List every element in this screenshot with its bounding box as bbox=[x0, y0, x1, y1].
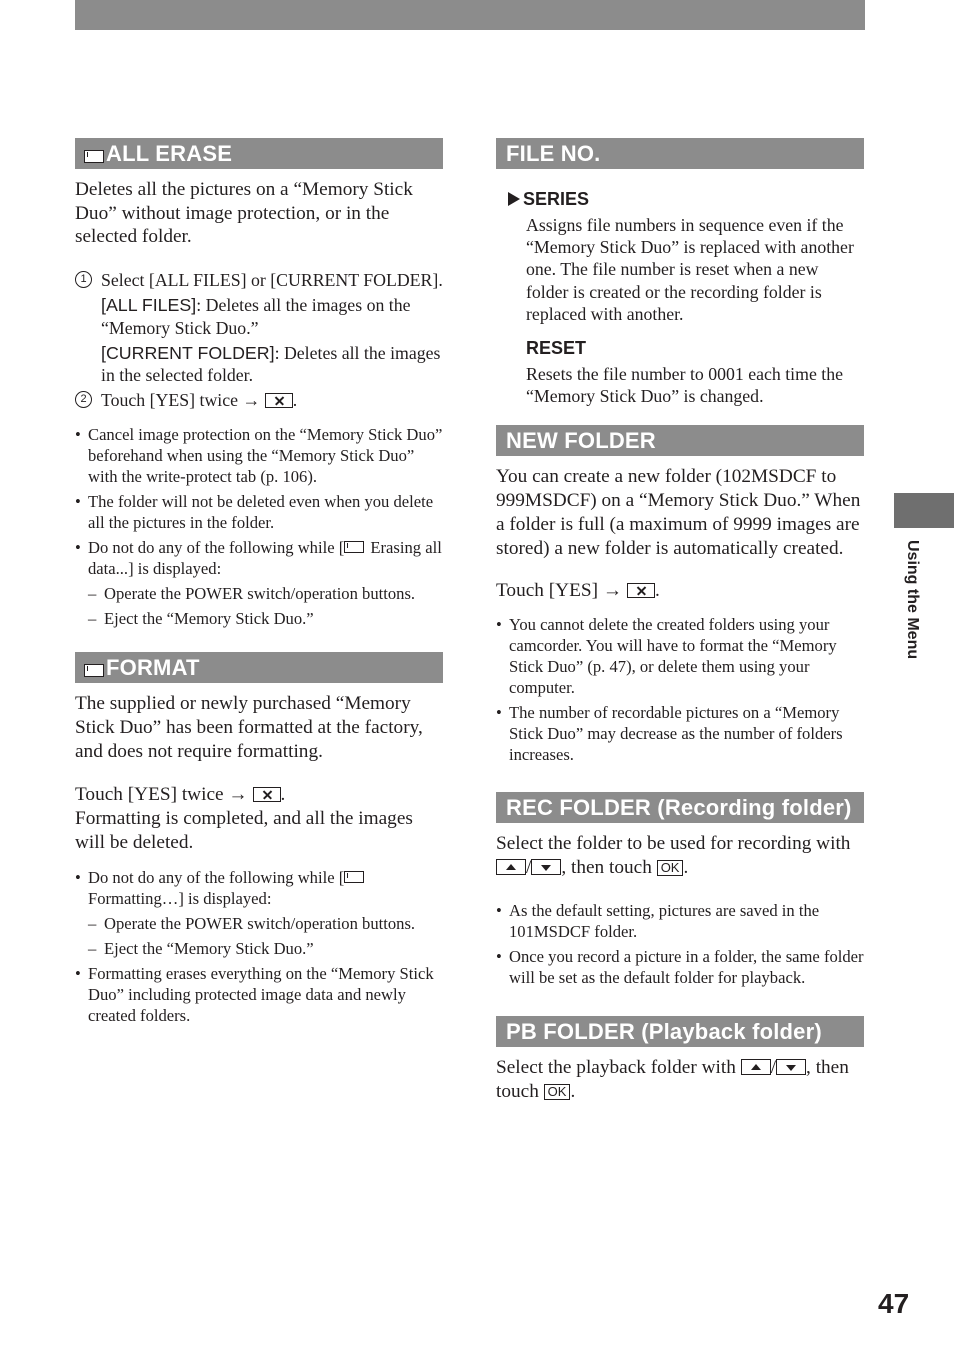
all-erase-note: • The folder will not be deleted even when you delete all the pictures in the folder. bbox=[75, 491, 443, 533]
all-erase-dash-item: – Operate the POWER switch/operation buttons. bbox=[75, 583, 443, 604]
format-touch-instruction: Touch [YES] twice → . bbox=[75, 784, 286, 806]
ok-button-icon: OK bbox=[544, 1084, 571, 1100]
top-bar bbox=[75, 0, 865, 30]
close-x-icon bbox=[265, 393, 293, 408]
format-note: • Formatting erases everything on the “Memory Stick Duo” including protected image data and newly created folders. bbox=[75, 963, 443, 1026]
series-description: Assigns file numbers in sequence even if the “Memory Stick Duo” is replaced with another one. The file number is reset when a new folder is created or the recording folder is replaced with another. bbox=[526, 215, 854, 324]
all-erase-note: • Do not do any of the following while [ Erasing all data...] is displayed: bbox=[75, 537, 443, 579]
all-erase-note: • Cancel image protection on the “Memory Stick Duo” beforehand when using the “Memory Stick Duo” with the write-protect tab (p. 106). bbox=[75, 424, 443, 487]
new-folder-note: • You cannot delete the created folders using your camcorder. You will have to format the “Memory Stick Duo” (p. 47), or delete them using your computer. bbox=[496, 614, 864, 698]
format-heading: FORMAT bbox=[75, 652, 443, 683]
reset-option: RESET bbox=[526, 338, 587, 359]
rec-folder-heading: REC FOLDER (Recording folder) bbox=[496, 792, 864, 823]
current-folder-option: [CURRENT FOLDER]: Deletes all the images in the selected folder. bbox=[101, 342, 441, 385]
right-column bbox=[496, 138, 864, 1104]
selected-marker-icon bbox=[508, 192, 520, 206]
up-arrow-icon bbox=[496, 859, 526, 875]
close-x-icon bbox=[253, 787, 281, 802]
all-erase-dash-item: – Eject the “Memory Stick Duo.” bbox=[75, 608, 443, 629]
memory-stick-icon bbox=[84, 664, 104, 677]
up-arrow-icon bbox=[741, 1059, 771, 1075]
close-x-icon bbox=[627, 583, 655, 598]
all-erase-intro: Deletes all the pictures on a “Memory Stick Duo” without image protection, or in the selected folder. bbox=[75, 179, 413, 248]
file-no-heading: FILE NO. bbox=[496, 138, 864, 169]
step-2-number: 2 bbox=[75, 391, 92, 408]
format-dash-item: – Eject the “Memory Stick Duo.” bbox=[75, 938, 443, 959]
side-label: Using the Menu bbox=[904, 540, 921, 660]
all-files-option: [ALL FILES]: Deletes all the images on the “Memory Stick Duo.” bbox=[101, 295, 411, 338]
new-folder-note: • The number of recordable pictures on a “Memory Stick Duo” may decrease as the number of folders increases. bbox=[496, 702, 864, 765]
format-intro: The supplied or newly purchased “Memory Stick Duo” has been formatted at the factory, and does not require formatting. bbox=[75, 693, 423, 762]
pb-folder-heading: PB FOLDER (Playback folder) bbox=[496, 1016, 864, 1047]
rec-folder-note: • Once you record a picture in a folder, the same folder will be set as the default folder for playback. bbox=[496, 946, 864, 988]
all-erase-step-1: 1 Select [ALL FILES] or [CURRENT FOLDER]. bbox=[75, 269, 443, 291]
side-tab bbox=[894, 493, 954, 528]
all-erase-step-2: 2 Touch [YES] twice → . bbox=[75, 389, 443, 411]
left-column bbox=[75, 138, 443, 1030]
new-folder-touch-instruction: Touch [YES] → . bbox=[496, 580, 660, 602]
reset-description: Resets the file number to 0001 each time the “Memory Stick Duo” is changed. bbox=[526, 364, 844, 407]
memory-stick-icon bbox=[344, 541, 364, 553]
new-folder-heading: NEW FOLDER bbox=[496, 425, 864, 456]
rec-folder-note: • As the default setting, pictures are saved in the 101MSDCF folder. bbox=[496, 900, 864, 942]
step-1-number: 1 bbox=[75, 271, 92, 288]
rec-folder-intro: Select the folder to be used for recording with / , then touch OK . bbox=[496, 832, 851, 878]
page-number: 47 bbox=[878, 1288, 910, 1319]
format-completed: Formatting is completed, and all the images will be deleted. bbox=[75, 808, 413, 853]
memory-stick-icon bbox=[344, 871, 364, 883]
memory-stick-icon bbox=[84, 150, 104, 163]
down-arrow-icon bbox=[776, 1059, 806, 1075]
new-folder-intro: You can create a new folder (102MSDCF to 999MSDCF) on a “Memory Stick Duo.” When a folder is full (a maximum of 9999 images are stored) a new folder is automatically created. bbox=[496, 466, 861, 559]
format-note: • Do not do any of the following while [ Formatting…] is displayed: bbox=[75, 867, 443, 909]
series-option: SERIES bbox=[496, 188, 864, 210]
format-dash-item: – Operate the POWER switch/operation buttons. bbox=[75, 913, 443, 934]
down-arrow-icon bbox=[531, 859, 561, 875]
ok-button-icon: OK bbox=[657, 860, 684, 876]
pb-folder-intro: Select the playback folder with / , then touch OK . bbox=[496, 1057, 849, 1103]
all-erase-heading: ALL ERASE bbox=[75, 138, 443, 169]
